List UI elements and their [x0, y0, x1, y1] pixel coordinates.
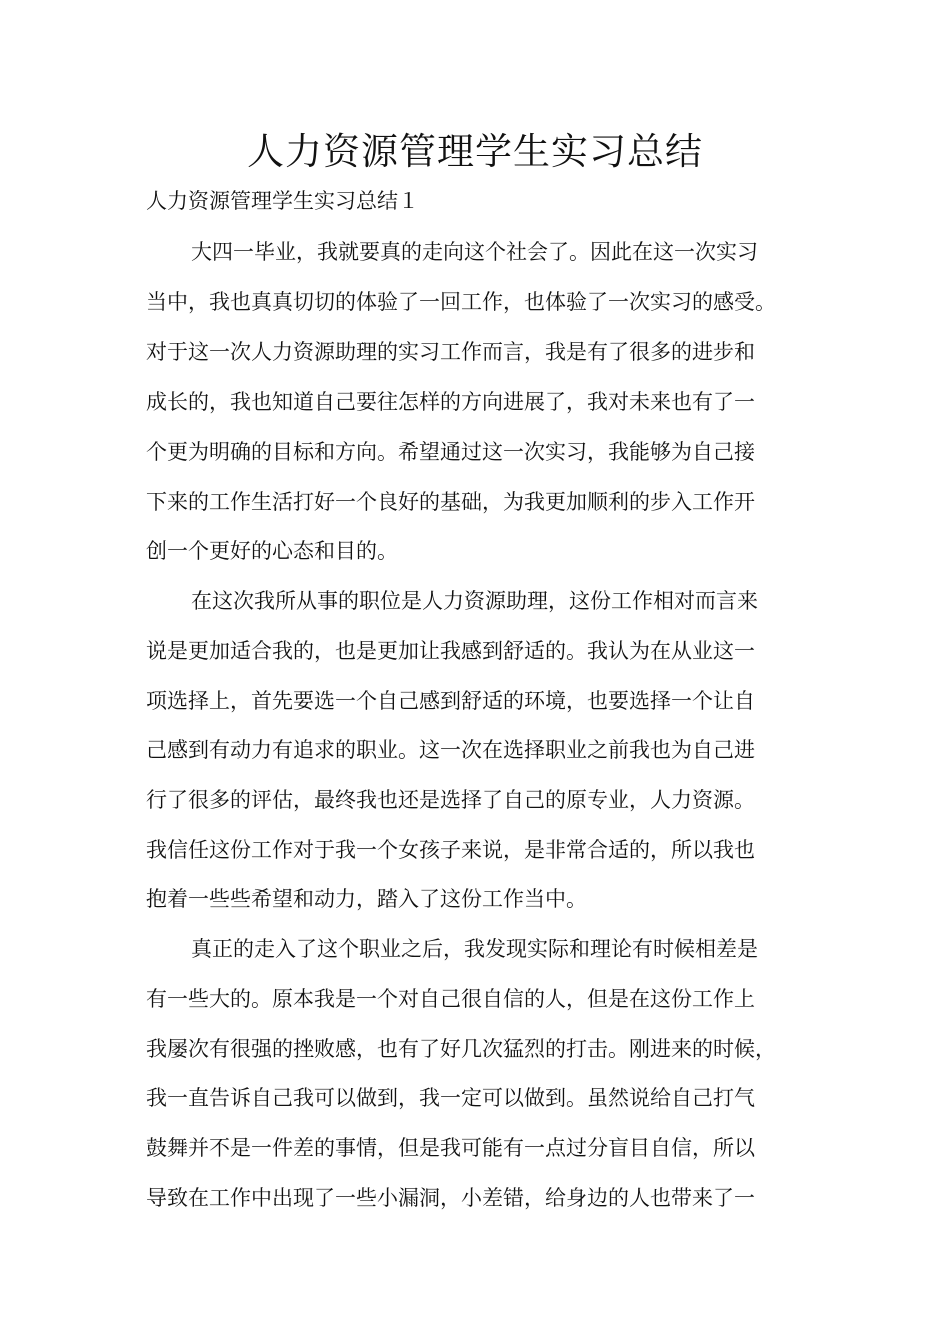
paragraph-line: 对于这一次人力资源助理的实习工作而言，我是有了很多的进步和 — [146, 340, 755, 364]
paragraph-line: 我屡次有很强的挫败感，也有了好几次猛烈的打击。刚进来的时候， — [146, 1037, 776, 1061]
paragraph-line: 有一些大的。原本我是一个对自己很自信的人，但是在这份工作上 — [146, 987, 755, 1011]
paragraph-line: 创一个更好的心态和目的。 — [146, 539, 398, 563]
paragraph-line: 鼓舞并不是一件差的事情，但是我可能有一点过分盲目自信，所以 — [146, 1136, 755, 1160]
paragraph-line: 下来的工作生活打好一个良好的基础，为我更加顺利的步入工作开 — [146, 490, 755, 514]
paragraph-line: 真正的走入了这个职业之后，我发现实际和理论有时候相差是 — [191, 937, 758, 961]
paragraph-line: 导致在工作中出现了一些小漏洞，小差错，给身边的人也带来了一 — [146, 1186, 755, 1210]
paragraph-line: 当中，我也真真切切的体验了一回工作，也体验了一次实习的感受。 — [146, 290, 776, 314]
paragraph-line: 我一直告诉自己我可以做到，我一定可以做到。虽然说给自己打气 — [146, 1086, 755, 1110]
paragraph-line: 行了很多的评估，最终我也还是选择了自己的原专业，人力资源。 — [146, 788, 755, 812]
document-subtitle: 人力资源管理学生实习总结１ — [146, 189, 419, 213]
paragraph-line: 我信任这份工作对于我一个女孩子来说，是非常合适的，所以我也 — [146, 838, 755, 862]
paragraph-line: 大四一毕业，我就要真的走向这个社会了。因此在这一次实习 — [191, 240, 758, 264]
paragraph-line: 在这次我所从事的职位是人力资源助理，这份工作相对而言来 — [191, 589, 758, 613]
paragraph-line: 成长的，我也知道自己要往怎样的方向进展了，我对未来也有了一 — [146, 390, 755, 414]
paragraph-line: 抱着一些些希望和动力，踏入了这份工作当中。 — [146, 887, 587, 911]
paragraph-line: 说是更加适合我的，也是更加让我感到舒适的。我认为在从业这一 — [146, 639, 755, 663]
paragraph-line: 己感到有动力有追求的职业。这一次在选择职业之前我也为自己进 — [146, 738, 755, 762]
paragraph-line: 项选择上，首先要选一个自己感到舒适的环境，也要选择一个让自 — [146, 689, 755, 713]
document-title: 人力资源管理学生实习总结 — [247, 130, 703, 173]
paragraph-line: 个更为明确的目标和方向。希望通过这一次实习，我能够为自己接 — [146, 440, 755, 464]
